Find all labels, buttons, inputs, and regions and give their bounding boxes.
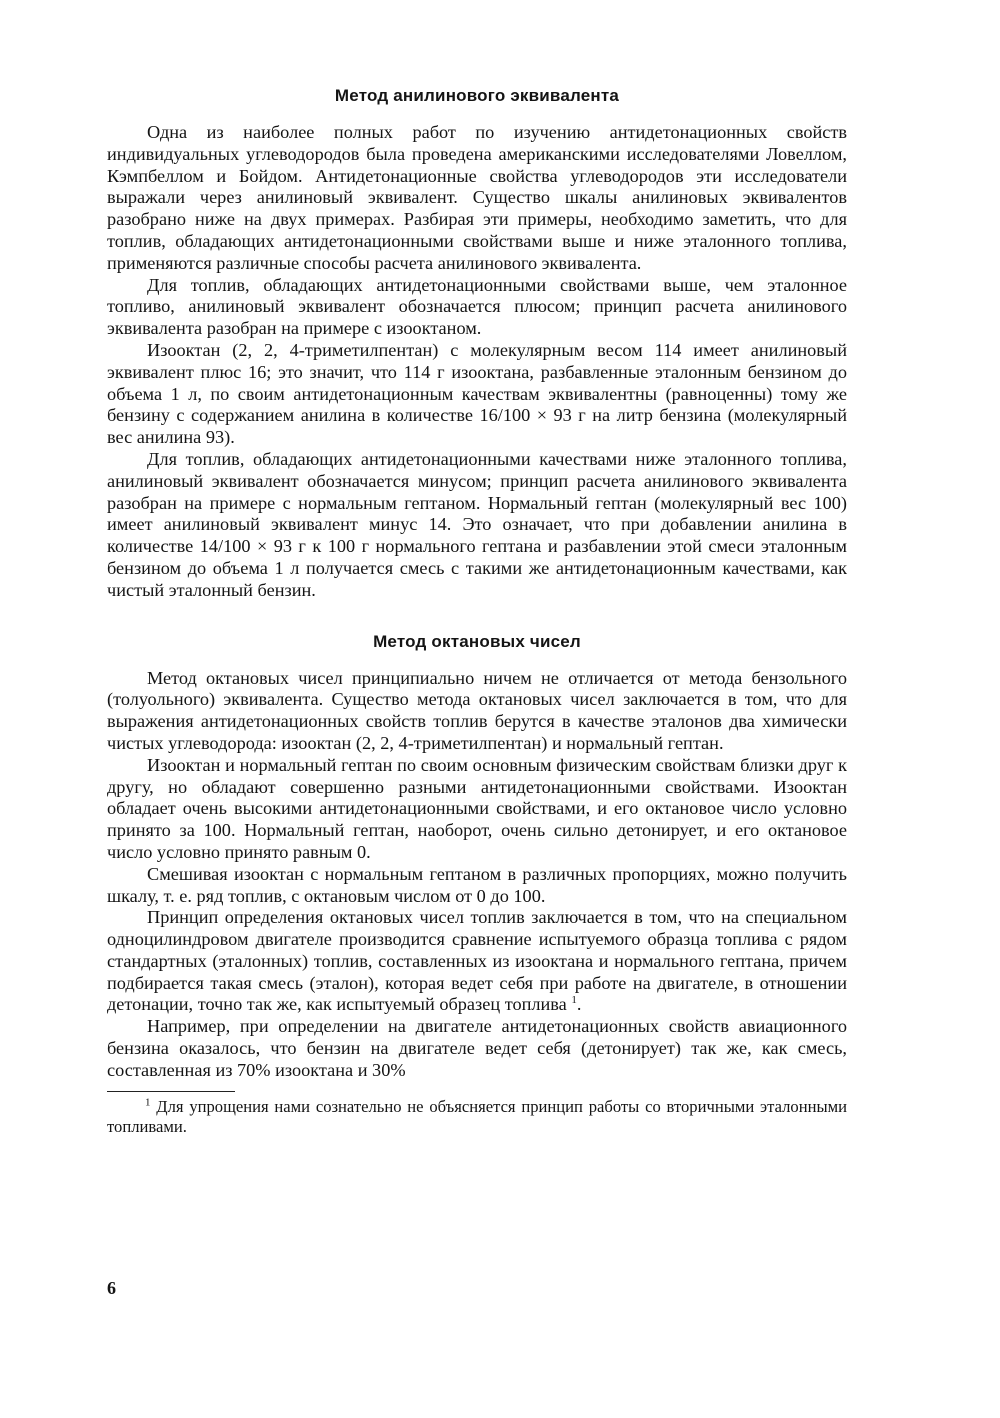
footnote	[107, 1097, 847, 1137]
section-title-aniline-equivalent: Метод анилинового эквивалента	[334, 86, 620, 105]
paragraph: Для топлив, обладающих антидетонационными качествами ниже эталонного топлива, анилиновый эквивалент обозначается минусом; принцип расчета анилинового эквивалента разобран на примере с нормальным гептаном. Нормальный гептан (молекулярный вес 100) имеет анилиновый эквивалент минус 14. Это означает, что при добавлении анилина в количестве 14/100 × 93 г к 100 г нормального гептана и разбавлении этой смеси эталонным бензином до объема 1 л получается смесь с такими же антидетонационным качествами, как чистый эталонный бензин.	[107, 448, 847, 600]
paragraph-text: Принцип определения октановых чисел топлив заключается в том, что на специальном одноцилиндровом двигателе производится сравнение испытуемого образца топлива с рядом стандартных (эталонных) топлив, составленных из изооктана и нормального гептана, причем подбирается такая смесь (эталон), которая ведет себя при работе на двигателе, в отношении детонации, точно так же, как испытуемый образец топлива	[107, 907, 847, 1015]
paragraph: Метод октановых чисел принципиально ничем не отличается от метода бензольного (толуольного) эквивалента. Существо метода октановых чисел заключается в том, что для выражения антидетонационных свойств топлив берутся в качестве эталонов два химически чистых углеводорода: изооктан (2, 2, 4-триметилпентан) и нормальный гептан.	[107, 667, 847, 753]
document-page	[107, 82, 847, 1137]
paragraph-tail: .	[576, 994, 582, 1015]
footnote-text: Для упрощения нами сознательно не объясняется принцип работы со вторичными эталонными топливами.	[107, 1096, 847, 1136]
paragraph: Например, при определении на двигателе антидетонационных свойств авиационного бензина оказалось, что бензин на двигателе ведет себя (детонирует) так же, как смесь, составленная из 70% изооктана и 30%	[107, 1016, 847, 1080]
paragraph: Одна из наиболее полных работ по изучению антидетонационных свойств индивидуальных углеводородов была проведена американскими исследователями Ловеллом, Кэмпбеллом и Бойдом. Антидетонационные свойства углеводородов эти исследователи выражали через анилиновый эквивалент. Существо шкалы анилиновых эквивалентов разобрано ниже на двух примерах. Разбирая эти примеры, необходимо заметить, что для топлив, обладающих антидетонационными свойствами выше и ниже эталонного топлива, применяются различные способы расчета анилинового эквивалента.	[107, 122, 847, 273]
page-number: 6	[107, 1278, 116, 1298]
section-title-octane-numbers: Метод октановых чисел	[373, 631, 581, 651]
footnote-reference: 1	[571, 994, 577, 1007]
paragraph: Изооктан (2, 2, 4-триметилпентан) с молекулярным весом 114 имеет анилиновый эквивалент плюс 16; это значит, что 114 г изооктана, разбавленные эталонным бензином до объема 1 л, по своим антидетонационным качествам эквивалентны (равноценны) тому же бензину с содержанием анилина в количестве 16/100 × 93 г на литр бензина (молекулярный вес анилина 93).	[107, 339, 847, 448]
paragraph: Для топлив, обладающих антидетонационными свойствами выше, чем эталонное топливо, анилиновый эквивалент обозначается плюсом; принцип расчета анилинового эквивалента разобран на примере с изооктаном.	[107, 274, 847, 339]
paragraph-with-footnote-ref	[107, 907, 847, 1016]
paragraph: Изооктан и нормальный гептан по своим основным физическим свойствам близки друг к другу, но обладают совершенно разными антидетонационными свойствами. Изооктан обладает очень высокими антидетонационными свойствами, и его октановое число условно принято за 100. Нормальный гептан, наоборот, очень сильно детонирует, и его октановое число условно принято равным 0.	[107, 754, 847, 862]
footnote-divider	[107, 1091, 235, 1092]
footnote-marker: 1	[145, 1096, 151, 1109]
paragraph: Смешивая изооктан с нормальным гептаном в различных пропорциях, можно получить шкалу, т. е. ряд топлив, с октановым числом от 0 до 100.	[107, 863, 847, 906]
